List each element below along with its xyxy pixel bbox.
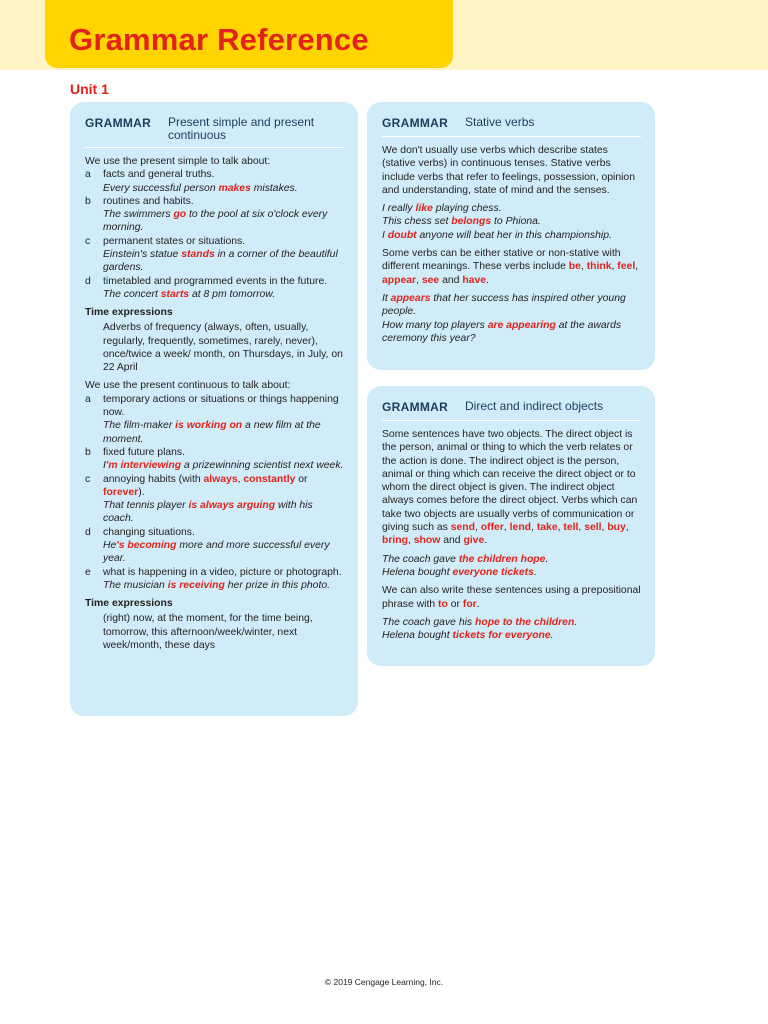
- highlighted-verb: makes: [218, 182, 251, 194]
- text-run: and: [440, 535, 464, 547]
- usage-description: routines and habits.: [103, 195, 194, 207]
- highlighted-verb: 's becoming: [116, 540, 177, 552]
- text-run: ,: [625, 522, 629, 534]
- time-expressions-label: Time expressions: [85, 598, 173, 610]
- highlighted-verb: hope to the children: [475, 616, 575, 628]
- intro-text: We use the present simple to talk about:: [85, 156, 271, 167]
- text-run: mistakes.: [250, 182, 298, 194]
- highlighted-verb: tickets for everyone: [452, 630, 551, 642]
- text-run: .: [545, 553, 549, 565]
- highlighted-verb: sell: [584, 522, 602, 534]
- highlighted-verb: appear: [382, 274, 417, 286]
- highlighted-verb: appears: [390, 292, 431, 304]
- example-sentence: [382, 292, 641, 319]
- usage-list-present-continuous: [85, 393, 344, 592]
- text-run: .: [574, 616, 578, 628]
- example-sentence: [382, 229, 641, 242]
- list-letter: a: [85, 169, 91, 181]
- text-run: Einstein's statue: [103, 249, 182, 261]
- list-letter: b: [85, 446, 91, 458]
- text-run: The coach gave his: [382, 616, 475, 628]
- text-run: ,: [557, 522, 564, 534]
- list-item: [85, 235, 344, 275]
- grammar-box-present-tenses: [70, 102, 358, 716]
- text-run: ,: [407, 535, 414, 547]
- highlighted-verb: go: [173, 209, 187, 221]
- text-run: with his coach.: [103, 500, 313, 525]
- list-item-body: [103, 195, 344, 235]
- list-item-body: [103, 446, 343, 473]
- grammar-box-direct-indirect-objects: [367, 386, 655, 666]
- list-item: [85, 275, 344, 302]
- usage-description: [103, 526, 344, 539]
- list-letter: e: [85, 566, 91, 578]
- example-sentence: [382, 566, 641, 579]
- text-run: in a corner of the beautiful gardens.: [103, 249, 338, 274]
- body-paragraph: We don't usually use verbs which describe states (stative verbs) in continuous tenses. Stative verbs include verbs that refer to feelings, possession, opinion and understanding, state of mind and the senses.: [382, 145, 635, 196]
- highlighted-verb: to: [438, 598, 448, 610]
- grammar-label: GRAMMAR: [382, 400, 449, 414]
- copyright-footer: © 2019 Cengage Learning, Inc.: [324, 977, 444, 987]
- text-run: .: [533, 566, 537, 578]
- text-run: that her success has inspired other young people.: [382, 292, 626, 318]
- text-run: more and more successful every year.: [103, 540, 330, 565]
- highlighted-verb: 'm interviewing: [105, 460, 182, 472]
- list-letter: b: [85, 195, 91, 207]
- highlighted-verb: lend: [509, 522, 532, 534]
- usage-description: [103, 393, 344, 420]
- title-tab: [45, 0, 453, 68]
- example-sentence: [103, 419, 344, 446]
- text-run: ,: [578, 522, 585, 534]
- text-run: or: [447, 598, 463, 610]
- list-item: [85, 168, 344, 195]
- example-sentence: [103, 579, 342, 592]
- highlighted-verb: starts: [160, 288, 190, 300]
- text-run: .: [476, 598, 480, 610]
- highlighted-verb: bring: [382, 535, 408, 547]
- text-run: playing chess.: [432, 203, 502, 215]
- unit-heading: Unit 1: [70, 81, 109, 97]
- example-sentences: [382, 202, 641, 242]
- list-item-body: [103, 235, 344, 275]
- highlighted-verb: is always arguing: [188, 500, 276, 512]
- highlighted-verb: take: [536, 522, 558, 534]
- highlighted-verb: the children hope: [458, 553, 546, 565]
- list-letter: c: [85, 235, 91, 247]
- usage-list-present-simple: [85, 168, 344, 301]
- list-item-body: [103, 168, 298, 195]
- text-run: The swimmers: [103, 209, 174, 221]
- text-run: what is happening in a video, picture or photograph.: [103, 566, 342, 578]
- highlighted-verb: see: [421, 274, 440, 286]
- example-sentences: [382, 553, 641, 580]
- text-run: anyone will beat her in this championship.: [416, 229, 612, 241]
- text-run: I: [103, 460, 106, 472]
- list-letter: d: [85, 526, 91, 538]
- list-letter: c: [85, 473, 91, 485]
- text-run: or: [295, 473, 308, 485]
- box-header: [85, 116, 344, 148]
- example-sentence: [382, 616, 641, 629]
- grammar-label: GRAMMAR: [382, 116, 449, 130]
- time-expressions-label: Time expressions: [85, 307, 173, 319]
- highlighted-verb: be: [568, 261, 581, 273]
- text-run: temporary actions or situations or things happening now.: [103, 393, 339, 419]
- text-run: .: [550, 630, 554, 642]
- text-run: ,: [416, 274, 422, 286]
- highlighted-verb: forever: [103, 486, 139, 498]
- example-sentence: [103, 182, 298, 195]
- highlighted-verb: like: [415, 203, 433, 215]
- text-run: changing situations.: [103, 526, 195, 538]
- text-run: ,: [475, 522, 481, 534]
- text-run: ,: [635, 261, 639, 273]
- text-run: and: [439, 274, 463, 286]
- example-sentence: [103, 288, 327, 301]
- highlighted-verb: for: [462, 598, 477, 610]
- time-expressions-text: (right) now, at the moment, for the time being, tomorrow, this afternoon/week/winter, next week/month, these days: [103, 613, 313, 651]
- text-run: ,: [237, 473, 244, 485]
- text-run: ,: [580, 261, 587, 273]
- highlighted-verb: doubt: [387, 229, 417, 241]
- text-run: ,: [611, 261, 618, 273]
- text-run: Some sentences have two objects. The direct object is the person, animal or thing to which the verb relates or the action is done. The indirect object is the person, animal or thing which can receive the direct object or to whom the direct object is given. The indirect object always comes before the direct object. Verbs which can take two objects are usually verbs of communication or giving such as: [382, 429, 638, 534]
- highlighted-verb: feel: [617, 261, 636, 273]
- list-item-body: [103, 526, 344, 566]
- text-run: Every successful person: [103, 182, 219, 194]
- list-item: [85, 526, 344, 566]
- usage-description: facts and general truths.: [103, 169, 215, 181]
- example-sentence: [382, 215, 641, 228]
- box-header: [382, 400, 641, 421]
- list-item: [85, 473, 344, 526]
- highlighted-verb: show: [413, 535, 441, 547]
- time-expressions-text: Adverbs of frequency (always, often, usually, regularly, frequently, sometimes, rarely, never), once/twice a week/ month, on Thursdays, in July, on 22 April: [103, 322, 343, 374]
- usage-description: permanent states or situations.: [103, 235, 246, 247]
- body-paragraph: [382, 428, 641, 548]
- usage-description: [103, 566, 342, 579]
- body-paragraph: [382, 247, 641, 287]
- list-item-body: [103, 473, 344, 526]
- text-run: ).: [138, 486, 145, 498]
- body-paragraph: [382, 584, 641, 611]
- text-run: The coach gave: [382, 553, 459, 565]
- list-item-body: [103, 275, 327, 302]
- example-sentence: [382, 553, 641, 566]
- list-item-body: [103, 566, 342, 593]
- box-heading: Present simple and present continuous: [168, 115, 315, 142]
- example-sentence: [382, 629, 641, 642]
- list-letter: a: [85, 393, 91, 405]
- list-item-body: [103, 393, 344, 446]
- text-run: to Phiona.: [491, 216, 541, 228]
- highlighted-verb: stands: [181, 249, 215, 261]
- text-run: It: [382, 292, 391, 304]
- text-run: ,: [601, 522, 608, 534]
- example-sentence: [103, 208, 344, 235]
- example-sentence: [103, 459, 343, 472]
- text-run: That tennis player: [103, 500, 189, 512]
- text-run: to the pool at six o'clock every morning.: [103, 209, 328, 234]
- highlighted-verb: is receiving: [167, 579, 225, 591]
- example-sentences: [382, 616, 641, 643]
- example-sentence: [103, 499, 344, 526]
- text-run: Some verbs can be either stative or non-stative with different meanings. These verbs include: [382, 248, 621, 273]
- box-heading: Direct and indirect objects: [465, 399, 604, 413]
- text-run: I really: [382, 203, 416, 215]
- text-run: Helena bought: [382, 630, 453, 642]
- example-sentence: [103, 539, 344, 566]
- intro-text: We use the present continuous to talk about:: [85, 380, 291, 392]
- usage-description: [103, 446, 343, 459]
- grammar-box-stative-verbs: [367, 102, 655, 370]
- text-run: ,: [531, 522, 537, 534]
- box-header: [382, 116, 641, 137]
- text-run: her prize in this photo.: [224, 579, 330, 591]
- text-run: I: [382, 229, 388, 241]
- highlighted-verb: is working on: [175, 420, 243, 432]
- text-run: The film-maker: [103, 420, 176, 432]
- highlighted-verb: buy: [607, 522, 626, 534]
- example-sentence: [103, 248, 344, 275]
- text-run: The concert: [103, 288, 161, 300]
- highlighted-verb: send: [450, 522, 475, 534]
- text-run: How many top players: [382, 319, 488, 331]
- highlighted-verb: tell: [563, 522, 579, 534]
- text-run: We can also write these sentences using a prepositional phrase with: [382, 585, 641, 610]
- text-run: a prizewinning scientist next week.: [181, 460, 344, 472]
- text-run: He: [103, 540, 117, 552]
- text-run: fixed future plans.: [103, 446, 186, 458]
- text-run: .: [486, 274, 489, 286]
- text-run: annoying habits (with: [103, 473, 204, 485]
- text-run: .: [484, 535, 488, 547]
- page-title: Grammar Reference: [69, 22, 369, 57]
- highlighted-verb: give: [463, 535, 485, 547]
- highlighted-verb: always: [203, 473, 238, 485]
- highlighted-verb: everyone tickets: [452, 566, 534, 578]
- highlighted-verb: belongs: [451, 216, 492, 228]
- example-sentences: [382, 292, 641, 345]
- list-item: [85, 393, 344, 446]
- highlighted-verb: are appearing: [487, 319, 556, 331]
- list-item: [85, 566, 344, 593]
- box-heading: Stative verbs: [465, 115, 535, 129]
- grammar-label: GRAMMAR: [85, 116, 152, 130]
- text-run: ,: [503, 522, 510, 534]
- highlighted-verb: think: [586, 261, 612, 273]
- list-item: [85, 446, 344, 473]
- text-run: The musician: [103, 579, 168, 591]
- text-run: Helena bought: [382, 566, 453, 578]
- example-sentence: [382, 319, 641, 346]
- usage-description: [103, 473, 344, 500]
- text-run: at the awards ceremony this year?: [382, 319, 622, 344]
- usage-description: timetabled and programmed events in the future.: [103, 275, 328, 287]
- highlighted-verb: have: [462, 274, 487, 286]
- text-run: This chess set: [382, 216, 452, 228]
- list-letter: d: [85, 275, 91, 287]
- example-sentence: [382, 202, 641, 215]
- list-item: [85, 195, 344, 235]
- highlighted-verb: constantly: [243, 473, 296, 485]
- text-run: a new film at the moment.: [103, 420, 321, 445]
- highlighted-verb: offer: [480, 522, 504, 534]
- text-run: at 8 pm tomorrow.: [189, 288, 276, 300]
